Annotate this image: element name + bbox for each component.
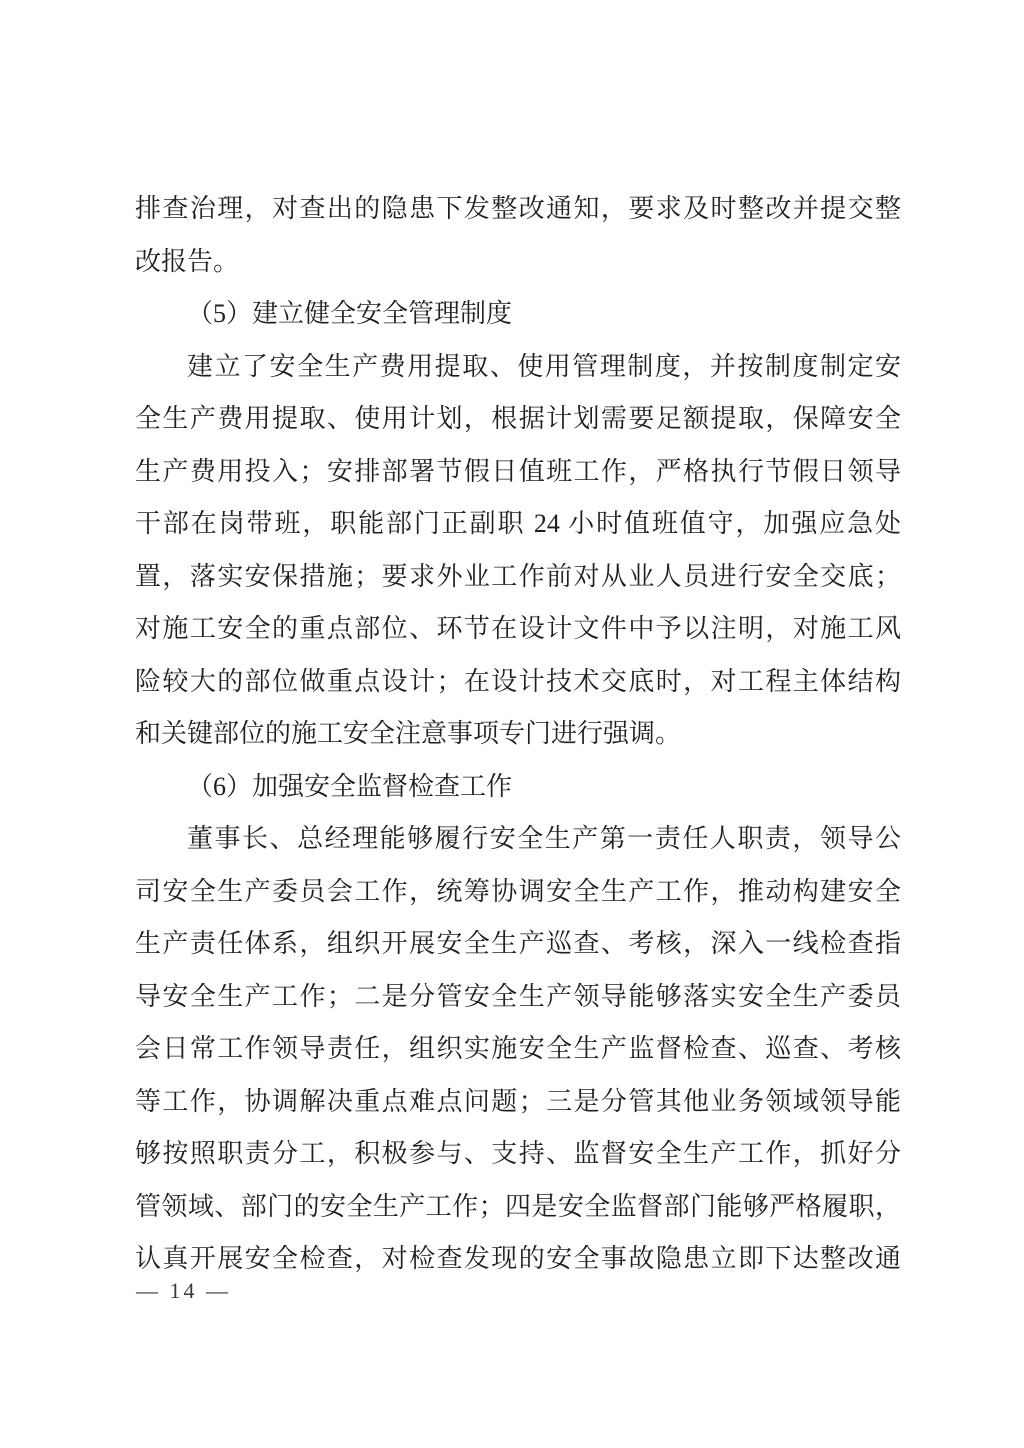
para-item-5-line: 对施工安全的重点部位、环节在设计文件中予以注明，对施工风 (135, 614, 901, 643)
page-footer (136, 1276, 231, 1306)
para-continuation-line: 排查治理，对查出的隐患下发整改通知，要求及时整改并提交整 (135, 194, 901, 223)
para-item-5-line: 和关键部位的施工安全注意事项专门进行强调。 (135, 719, 682, 748)
para-continuation-line: 改报告。 (135, 246, 240, 276)
heading-item-5-line: （5）建立健全安全管理制度 (187, 299, 513, 328)
para-item-6-line: 导安全生产工作；二是分管安全生产领导能够落实安全生产委员 (135, 981, 901, 1011)
para-item-6-line: 司安全生产委员会工作，统筹协调安全生产工作，推动构建安全 (135, 876, 901, 906)
para-item-6-line: 会日常工作领导责任，组织实施安全生产监督检查、巡查、考核 (135, 1034, 901, 1063)
para-item-6-line: 董事长、总经理能够履行安全生产第一责任人职责，领导公 (187, 824, 901, 853)
text-block (135, 183, 901, 1286)
para-item-5-line: 险较大的部位做重点设计；在设计技术交底时，对工程主体结构 (135, 666, 901, 696)
para-item-5-line: 全生产费用提取、使用计划，根据计划需要足额提取，保障安全 (135, 404, 901, 433)
para-item-6-line: 生产责任体系，组织开展安全生产巡查、考核，深入一线检查指 (135, 929, 901, 958)
para-item-5-line: 干部在岗带班，职能部门正副职 24 小时值班值守，加强应急处 (135, 509, 901, 538)
para-item-5-line: 建立了安全生产费用提取、使用管理制度，并按制度制定安 (187, 351, 901, 381)
para-item-5-line: 生产费用投入；安排部署节假日值班工作，严格执行节假日领导 (135, 456, 901, 486)
para-item-5-line: 置，落实安保措施；要求外业工作前对从业人员进行安全交底； (135, 561, 901, 591)
para-item-6-line: 等工作，协调解决重点难点问题；三是分管其他业务领域领导能 (135, 1086, 901, 1116)
para-item-6-line: 管领域、部门的安全生产工作；四是安全监督部门能够严格履职， (135, 1191, 901, 1221)
page-number: — 14 — (136, 1278, 231, 1303)
para-item-6-line: 够按照职责分工，积极参与、支持、监督安全生产工作，抓好分 (135, 1139, 901, 1168)
heading-item-6-line: （6）加强安全监督检查工作 (187, 771, 513, 801)
para-item-6-line: 认真开展安全检查，对检查发现的安全事故隐患立即下达整改通 (135, 1244, 901, 1273)
